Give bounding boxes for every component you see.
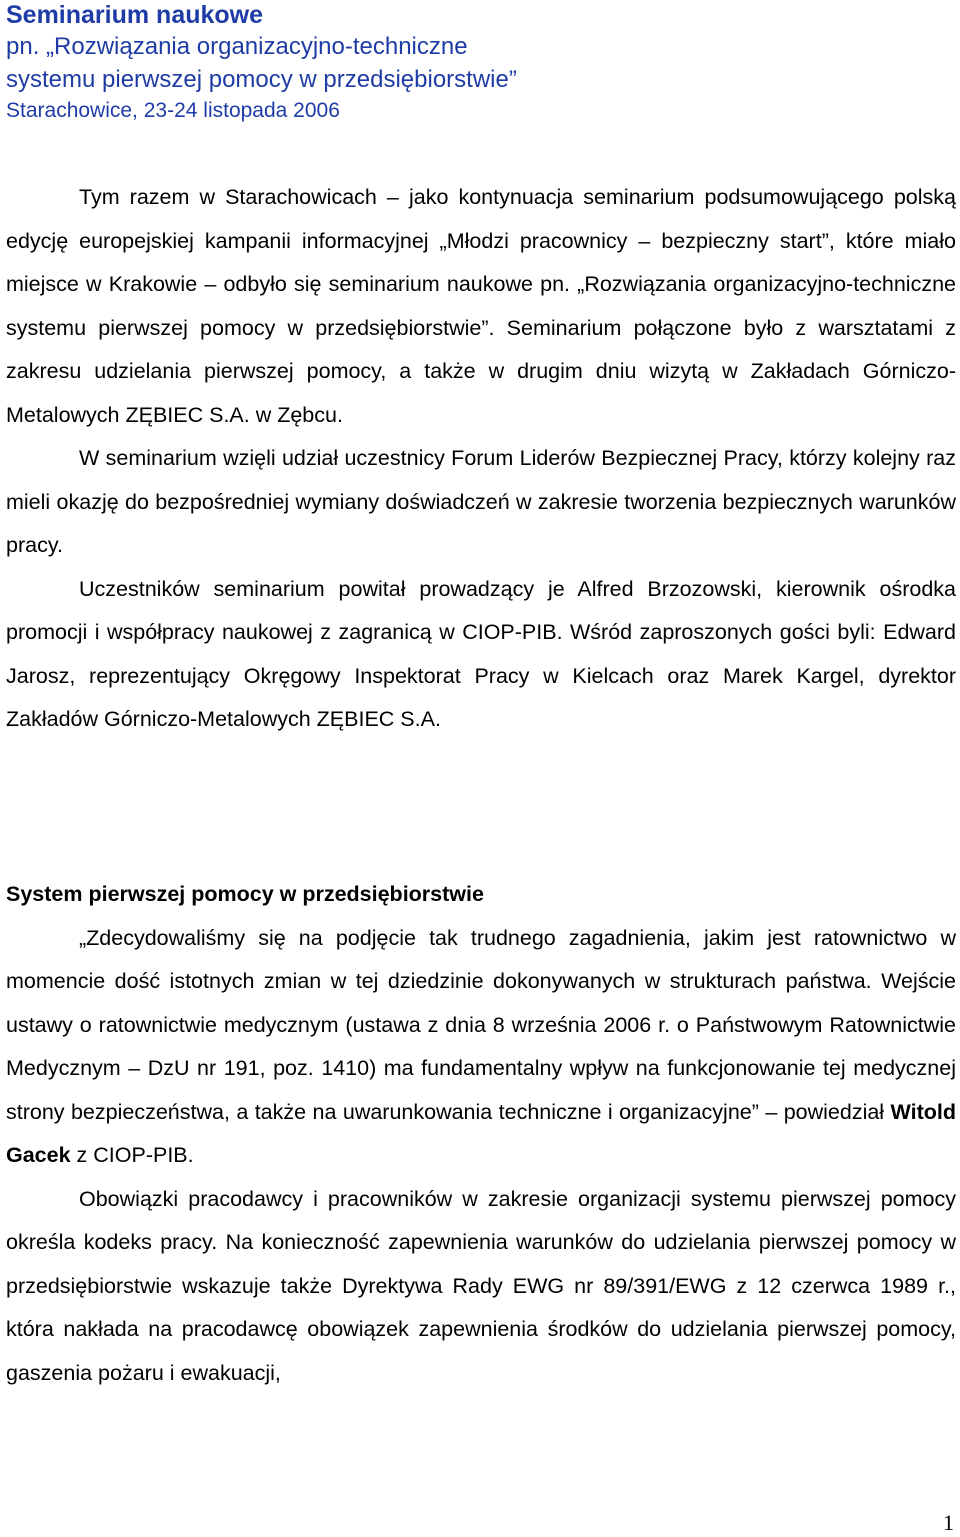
quote-text: „Zdecydowaliśmy się na podjęcie tak trudnego zagadnienia, jakim jest ratownictwo w momencie dość istotnych zmian w tej dziedzinie dokonywanych w strukturach państwa. Wejście ustawy o ratownictwie medycznym (ustawa z dnia 8 września 2006 r. o Państwowym Ratownictwie Medycznym – DzU nr 191, poz. 1410) ma fundamentalny wpływ na funkcjonowanie tej medycznej strony bezpieczeństwa, a także na uwarunkowania techniczne i organizacyjne” – powiedział xyxy=(6,925,956,1124)
seminar-location-date: Starachowice, 23-24 listopada 2006 xyxy=(6,99,340,122)
section-first-aid-system xyxy=(6,873,956,1395)
speaker-affiliation: z CIOP-PIB. xyxy=(70,1143,194,1167)
seminar-subtitle-line-1: pn. „Rozwiązania organizacyjno-techniczne xyxy=(6,33,468,60)
paragraph-quote xyxy=(6,917,956,1178)
paragraph-welcome: Uczestników seminarium powitał prowadzący je Alfred Brzozowski, kierownik ośrodka promocji i współpracy naukowej z zagranicą w CIOP-PIB. Wśród zaproszonych gości byli: Edward Jarosz, reprezentujący Okręgowy Inspektorat Pracy w Kielcach oraz Marek Kargel, dyrektor Zakładów Górniczo-Metalowych ZĘBIEC S.A. xyxy=(6,576,956,731)
seminar-subtitle-line-2: systemu pierwszej pomocy w przedsiębiorstwie” xyxy=(6,66,517,93)
paragraph-participants: W seminarium wzięli udział uczestnicy Forum Liderów Bezpiecznej Pracy, którzy kolejny raz mieli okazję do bezpośredniej wymiany doświadczeń w zakresie tworzenia bezpiecznych warunków pracy. xyxy=(6,446,956,557)
seminar-title: Seminarium naukowe xyxy=(6,1,264,29)
section-heading: System pierwszej pomocy w przedsiębiorstwie xyxy=(6,882,484,906)
document-header xyxy=(6,0,946,126)
section-intro xyxy=(6,176,956,742)
page-number: 1 xyxy=(943,1510,954,1535)
paragraph-obligations: Obowiązki pracodawcy i pracowników w zakresie organizacji systemu pierwszej pomocy określa kodeks pracy. Na konieczność zapewnienia warunków do udzielania pierwszej pomocy w przedsiębiorstwie wskazuje także Dyrektywa Rady EWG nr 89/391/EWG z 12 czerwca 1989 r., która nakłada na pracodawcę obowiązek zapewnienia środków do udzielania pierwszej pomocy, gaszenia pożaru i ewakuacji, xyxy=(6,1186,956,1385)
speaker-name: Witold Gacek xyxy=(6,1099,956,1167)
paragraph-intro: Tym razem w Starachowicach – jako kontynuacja seminarium podsumowującego polską edycję europejskiej kampanii informacyjnej „Młodzi pracownicy – bezpieczny start”, które miało miejsce w Krakowie – odbyło się seminarium naukowe pn. „Rozwiązania organizacyjno-techniczne systemu pierwszej pomocy w przedsiębiorstwie”. Seminarium połączone było z warsztatami z zakresu udzielania pierwszej pomocy, a także w drugim dniu wizytą w Zakładach Górniczo-Metalowych ZĘBIEC S.A. w Zębcu. xyxy=(6,185,956,427)
